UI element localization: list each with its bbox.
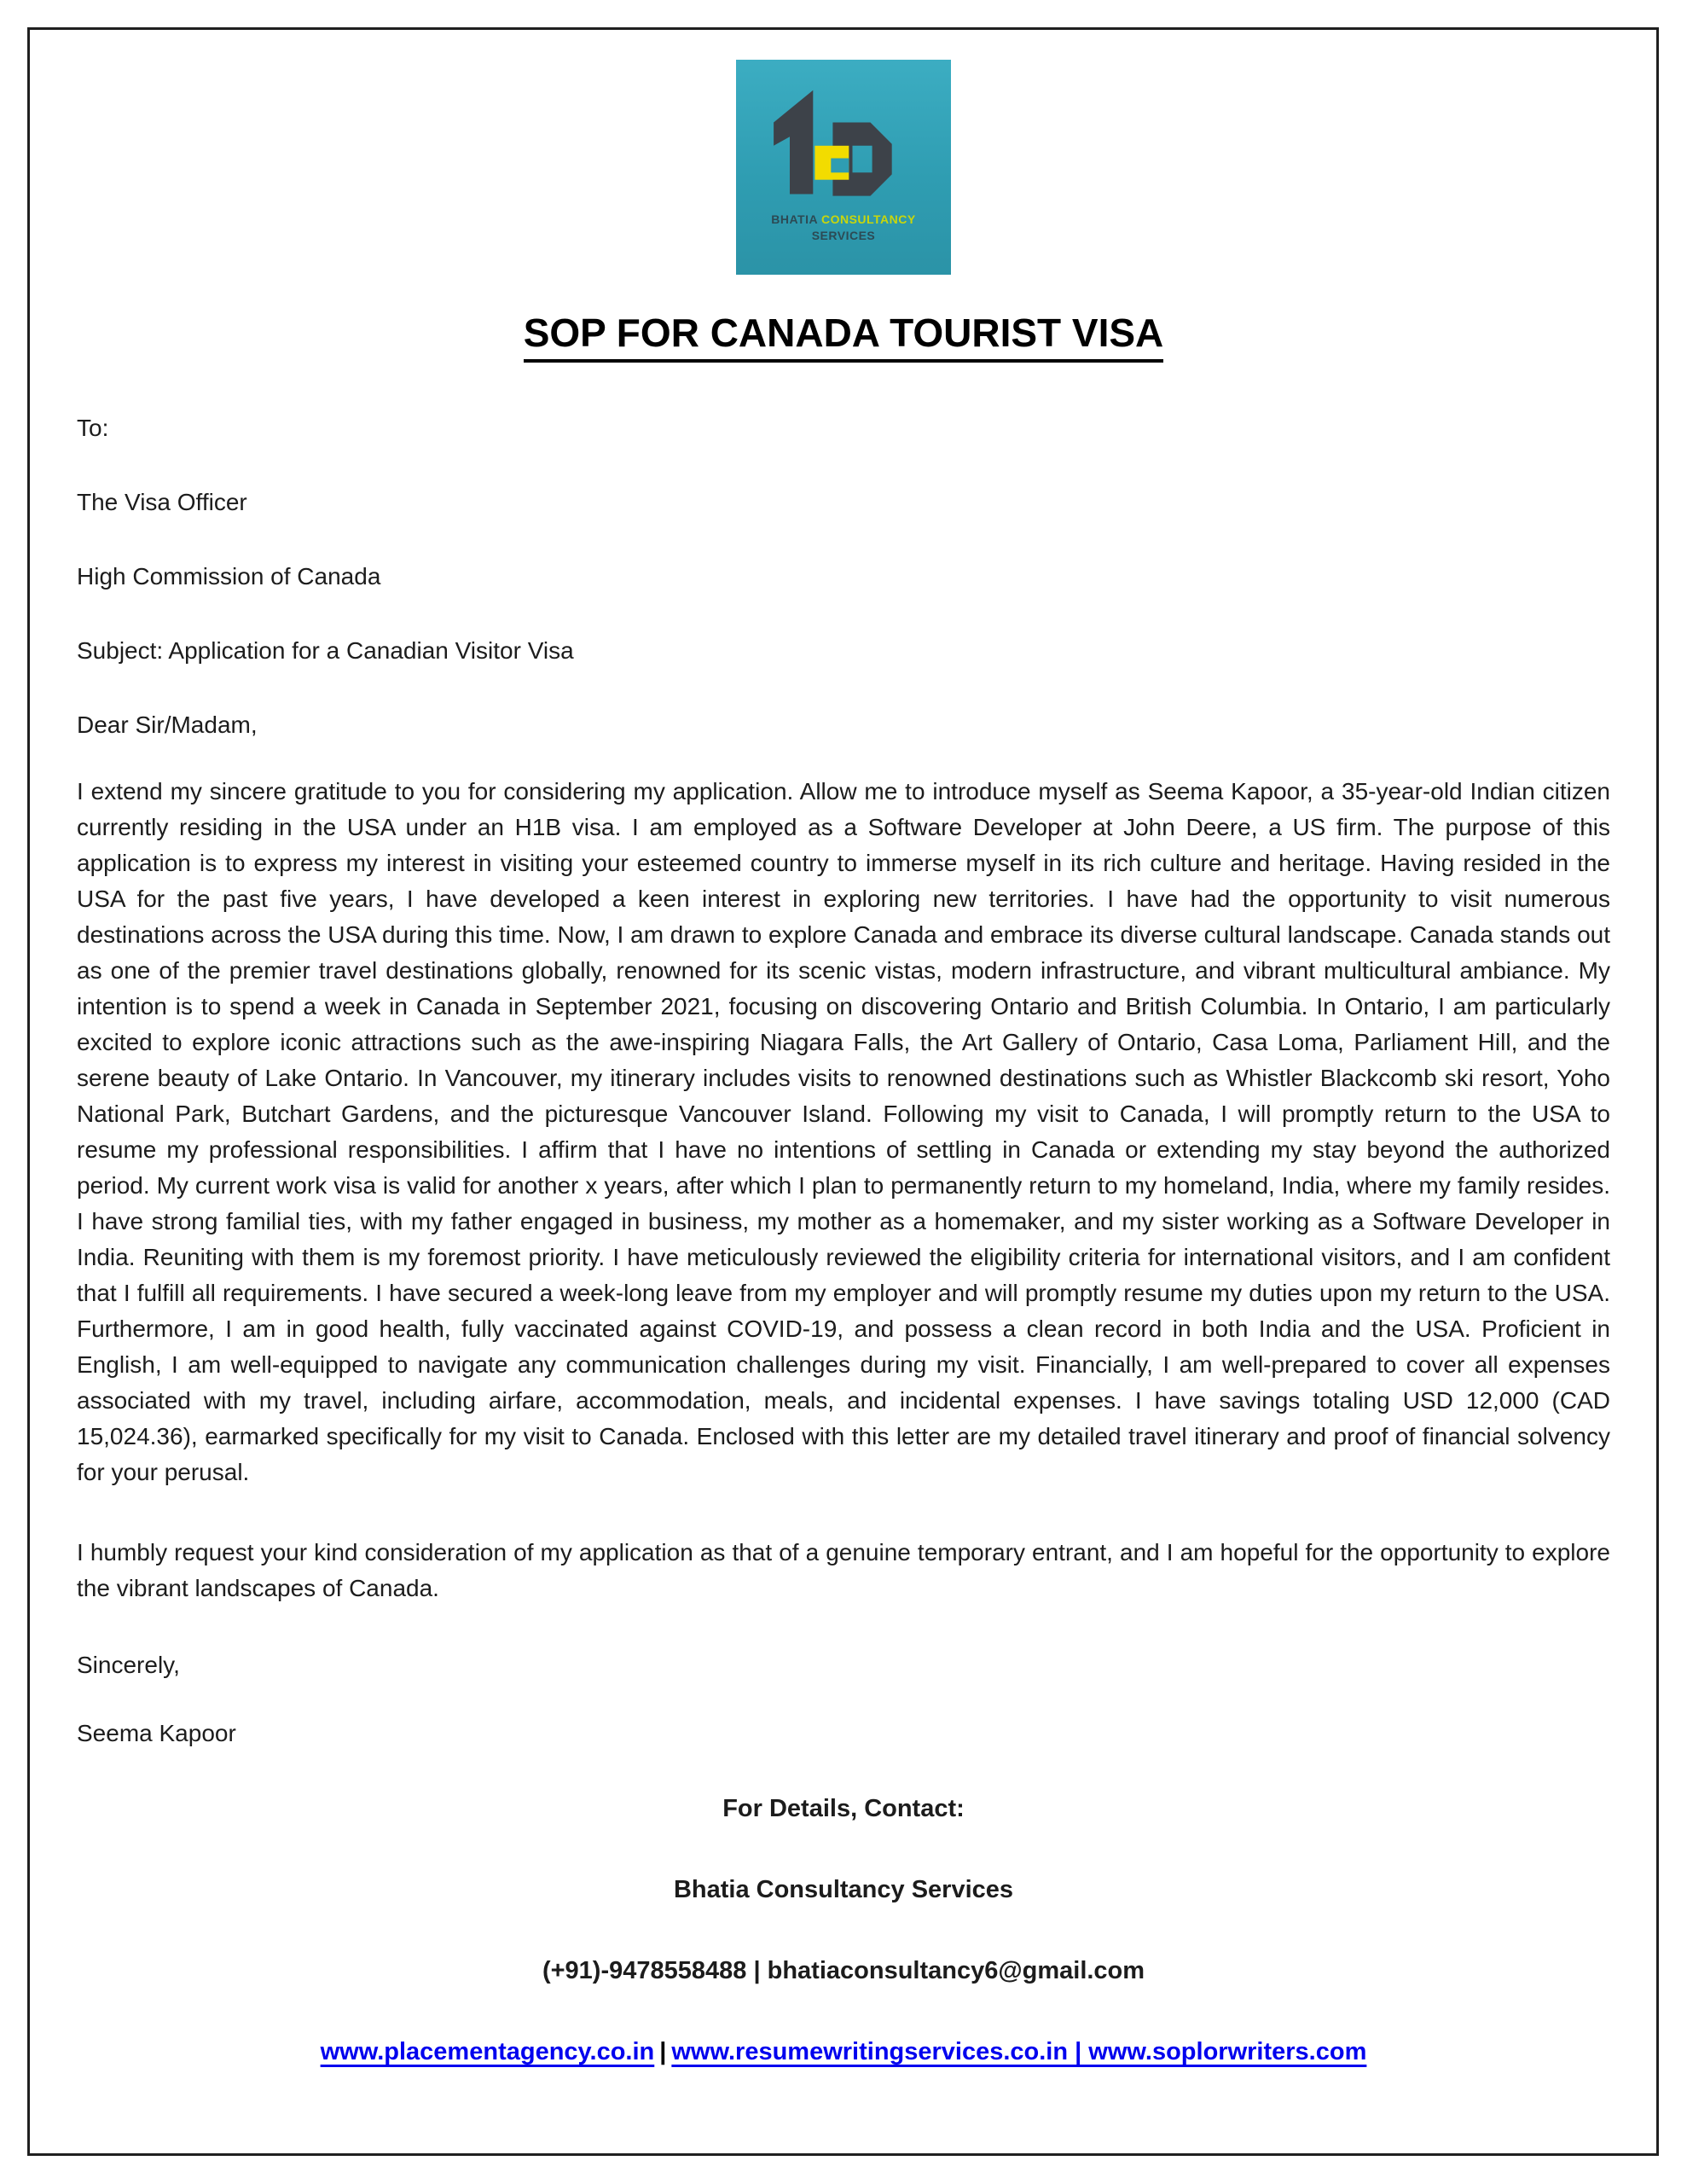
subject-line: Subject: Application for a Canadian Visitor Visa — [77, 637, 574, 664]
body-paragraph: I extend my sincere gratitude to you for considering my application. Allow me to introduce myself as Seema Kapoor, a 35-year-old Indian citizen currently residing in the USA under an H1B visa. I am employed as a Software Developer at John Deere, a US firm. The purpose of this application is to express my interest in visiting your esteemed country to immerse myself in its rich culture and heritage. Having resided in the USA for the past five years, I have developed a keen interest in exploring new territories. I have had the opportunity to visit numerous destinations across the USA during this time. Now, I am drawn to explore Canada and embrace its diverse cultural landscape. Canada stands out as one of the premier travel destinations globally, renowned for its scenic vistas, modern infrastructure, and vibrant multicultural ambiance. My intention is to spend a week in Canada in September 2021, focusing on discovering Ontario and British Columbia. In Ontario, I am particularly excited to explore iconic attractions such as the awe-inspiring Niagara Falls, the Art Gallery of Ontario, Casa Loma, Parliament Hill, and the serene beauty of Lake Ontario. In Vancouver, my itinerary includes visits to renowned destinations such as Whistler Blackcomb ski resort, Yoho National Park, Butchart Gardens, and the picturesque Vancouver Island. Following my visit to Canada, I will promptly return to the USA to resume my professional responsibilities. I affirm that I have no intentions of settling in Canada or extending my stay beyond the authorized period. My current work visa is valid for another x years, after which I plan to permanently return to my homeland, India, where my family resides. I have strong familial ties, with my father engaged in business, my mother as a homemaker, and my sister working as a Software Developer in India. Reuniting with them is my foremost priority. I have meticulously reviewed the eligibility criteria for international visitors, and I am confident that I fulfill all requirements. I have secured a week-long leave from my employer and will promptly resume my duties upon my return to the USA. Furthermore, I am in good health, fully vaccinated against COVID-19, and possess a clean record in both India and the USA. Proficient in English, I am well-equipped to navigate any communication challenges during my visit. Financially, I am well-prepared to cover all expenses associated with my travel, including airfare, accommodation, meals, and incidental expenses. I have savings totaling USD 12,000 (CAD 15,024.36), earmarked specifically for my visit to Canada. Enclosed with this letter are my detailed travel itinerary and proof of financial solvency for your perusal. — [77, 778, 1610, 1485]
company-logo — [736, 60, 951, 275]
logo-caption — [736, 212, 951, 244]
recipient-line: The Visa Officer — [77, 489, 247, 515]
closing-paragraph: I humbly request your kind consideration of my application as that of a genuine temporary entrant, and I am hopeful for the opportunity to explore the vibrant landscapes of Canada. — [77, 1539, 1610, 1601]
logo-brand-word-bhatia: BHATIA — [771, 212, 818, 226]
organization-line: High Commission of Canada — [77, 563, 381, 590]
to-label: To: — [77, 415, 109, 441]
website-link-placementagency[interactable]: www.placementagency.co.in — [320, 2038, 655, 2065]
footer-contact-block — [77, 1791, 1610, 2070]
signoff-line: Sincerely, — [77, 1652, 180, 1678]
logo-tile — [736, 60, 951, 275]
logo-brand-word-services: SERVICES — [811, 229, 876, 242]
website-link-resumewriting-soplorwriters[interactable]: www.resumewritingservices.co.in | www.soplorwriters.com — [671, 2038, 1367, 2065]
letter-body — [77, 410, 1610, 1751]
salutation-line: Dear Sir/Madam, — [77, 712, 258, 738]
phone-email-line: (+91)-9478558488 | bhatiaconsultancy6@gmail.com — [542, 1957, 1145, 1984]
signature-line: Seema Kapoor — [77, 1720, 236, 1746]
company-name: Bhatia Consultancy Services — [673, 1876, 1014, 1903]
document-page — [77, 0, 1610, 2070]
document-title: SOP FOR CANADA TOURIST VISA — [77, 309, 1610, 363]
website-links-line — [77, 2034, 1610, 2070]
link-separator: | — [659, 2038, 667, 2065]
contact-heading: For Details, Contact: — [722, 1795, 965, 1822]
logo-brand-word-consultancy: CONSULTANCY — [820, 212, 916, 226]
